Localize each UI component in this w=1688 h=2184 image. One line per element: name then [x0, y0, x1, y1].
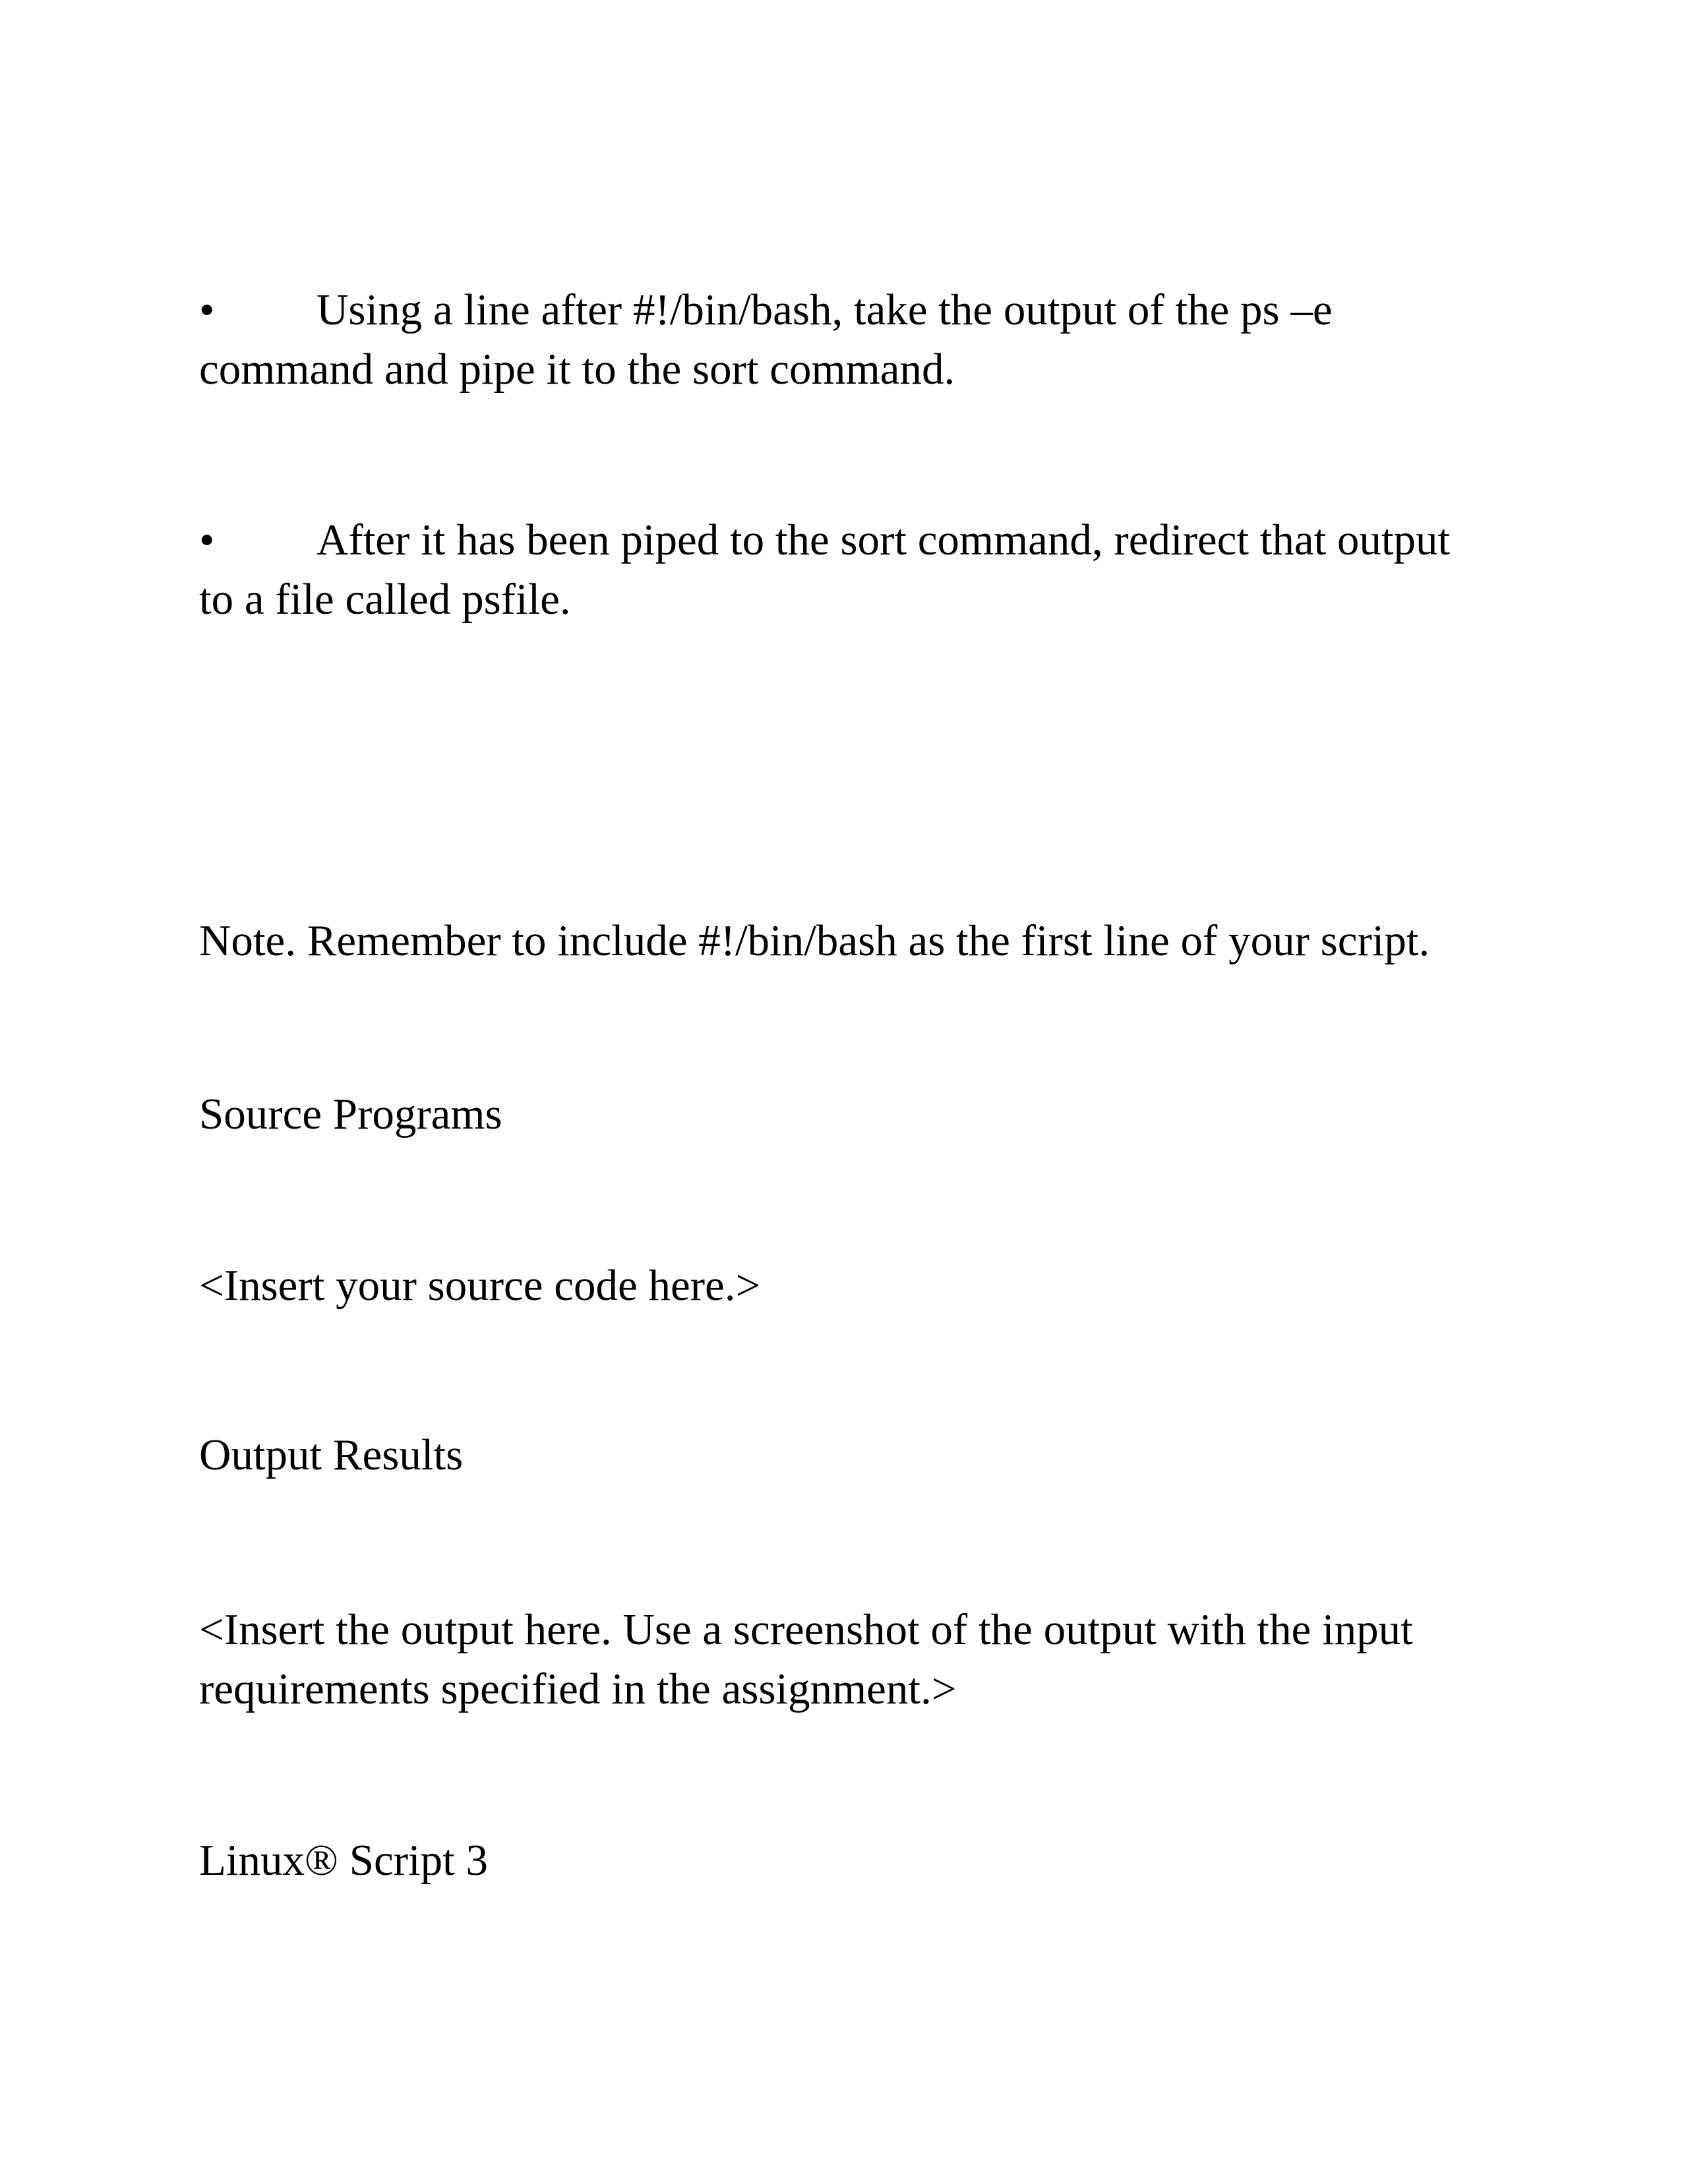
output-results-heading — [199, 1425, 1584, 1485]
placeholder-text-line: requirements specified in the assignment.> — [199, 1665, 957, 1713]
bullet-line — [199, 510, 1584, 570]
bullet-line — [199, 280, 1584, 339]
bullet-text-line: After it has been piped to the sort command, redirect that output — [316, 516, 1451, 564]
bullet-text-line: to a file called psfile. — [199, 575, 571, 624]
linux-script-3-label — [199, 1831, 1584, 1890]
source-programs-heading — [199, 1084, 1584, 1144]
heading-text: Source Programs — [199, 1090, 502, 1138]
note-paragraph — [199, 911, 1584, 970]
placeholder-text: <Insert your source code here.> — [199, 1261, 761, 1310]
note-text-line: Note. Remember to include #!/bin/bash as the first line of your script. — [199, 916, 1430, 965]
placeholder-text-line: <Insert the output here. Use a screenshot of the output with the input — [199, 1605, 1413, 1654]
source-code-placeholder — [199, 1256, 1584, 1315]
bullet-text-line: command and pipe it to the sort command. — [199, 345, 955, 394]
bullet-item-redirect-to-psfile — [199, 510, 1584, 629]
footer-text: Linux® Script 3 — [199, 1836, 488, 1885]
bullet-icon: • — [199, 516, 215, 564]
bullet-icon: • — [199, 285, 215, 334]
heading-text: Output Results — [199, 1431, 464, 1479]
bullet-text-line: Using a line after #!/bin/bash, take the output of the ps –e — [316, 285, 1333, 334]
output-placeholder — [199, 1600, 1584, 1719]
bullet-item-pipe-ps-to-sort — [199, 280, 1584, 399]
